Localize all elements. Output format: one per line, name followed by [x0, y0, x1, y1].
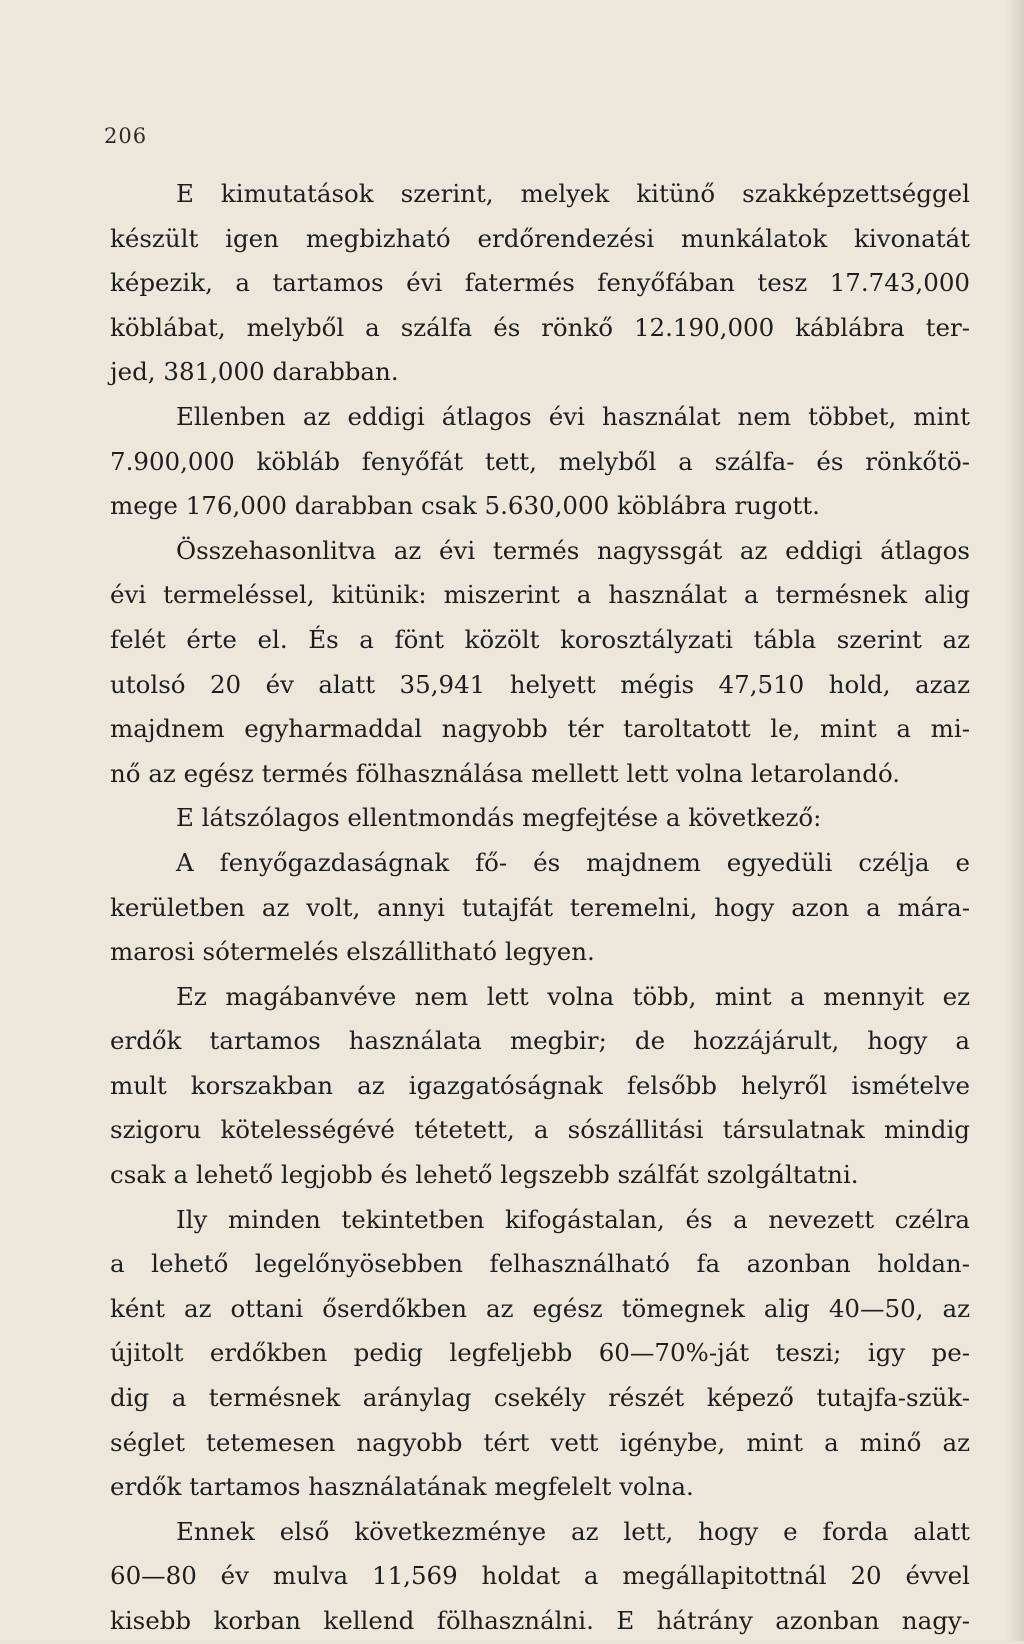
- text-line: újitolt erdőkben pedig legfeljebb 60—70%-ját teszi; igy pe-: [110, 1338, 970, 1368]
- text-line: nő az egész termés fölhasználása mellett lett volna letarolandó.: [110, 758, 901, 788]
- text-line: Ennek első következménye az lett, hogy e forda alatt: [176, 1516, 970, 1546]
- text-line: erdők tartamos használatának megfelelt volna.: [110, 1472, 694, 1502]
- text-line: marosi sótermelés elszállitható legyen.: [110, 937, 595, 967]
- text-line: csak a lehető legjobb és lehető legszebb szálfát szolgáltatni.: [110, 1160, 859, 1190]
- text-line: képezik, a tartamos évi fatermés fenyőfában tesz 17.743,000: [110, 268, 970, 298]
- text-line: készült igen megbizható erdőrendezési munkálatok kivonatát: [110, 223, 970, 253]
- body-text: [110, 172, 970, 1644]
- text-line: dig a termésnek aránylag csekély részét képező tutajfa-szük-: [110, 1383, 970, 1413]
- text-line: E kimutatások szerint, melyek kitünő szakképzettséggel: [176, 179, 970, 208]
- page-edge-shadow: [1006, 0, 1024, 1641]
- text-line: A fenyőgazdaságnak fő- és majdnem egyedüli czélja e: [176, 847, 970, 877]
- text-line: évi termeléssel, kitünik: miszerint a használat a termésnek alig: [110, 580, 970, 610]
- text-line: Ellenben az eddigi átlagos évi használat nem többet, mint: [176, 401, 970, 431]
- text-line: mult korszakban az igazgatóságnak felsőbb helyről ismételve: [110, 1070, 970, 1100]
- text-line: köblábat, melyből a szálfa és rönkő 12.190,000 káblábra ter-: [110, 312, 970, 342]
- text-line: 60—80 év mulva 11,569 holdat a megállapitottnál 20 évvel: [110, 1561, 970, 1591]
- text-line: majdnem egyharmaddal nagyobb tér taroltatott le, mint a mi-: [110, 714, 970, 744]
- page-number: 206: [104, 124, 148, 148]
- text-line: utolsó 20 év alatt 35,941 helyett mégis 47,510 hold, azaz: [110, 669, 970, 699]
- text-line: kisebb korban kellend fölhasználni. E hátrány azonban nagy-: [110, 1606, 970, 1635]
- text-line: erdők tartamos használata megbir; de hozzájárult, hogy a: [110, 1026, 970, 1056]
- text-line: séglet tetemesen nagyobb tért vett igénybe, mint a minő az: [110, 1427, 970, 1457]
- text-line: szigoru kötelességévé tétetett, a sószállitási társulatnak mindig: [110, 1115, 970, 1145]
- text-line: jed, 381,000 darabban.: [110, 357, 399, 387]
- text-line: ként az ottani őserdőkben az egész tömegnek alig 40—50, az: [110, 1293, 970, 1323]
- text-line: Összehasonlitva az évi termés nagyssgát az eddigi átlagos: [176, 535, 970, 565]
- text-line: Ily minden tekintetben kifogástalan, és a nevezett czélra: [176, 1204, 970, 1234]
- text-line: 7.900,000 köbláb fenyőfát tett, melyből a szálfa- és rönkőtö-: [110, 446, 970, 476]
- text-line: felét érte el. És a fönt közölt korosztályzati tábla szerint az: [110, 624, 970, 654]
- text-line: kerületben az volt, annyi tutajfát teremelni, hogy azon a mára-: [110, 892, 970, 922]
- text-line: a lehető legelőnyösebben felhasználható fa azonban holdan-: [110, 1249, 970, 1279]
- text-line: Ez magábanvéve nem lett volna több, mint a mennyit ez: [176, 981, 970, 1011]
- text-line: mege 176,000 darabban csak 5.630,000 köblábra rugott.: [110, 491, 820, 521]
- text-line: E látszólagos ellentmondás megfejtése a következő:: [176, 803, 822, 833]
